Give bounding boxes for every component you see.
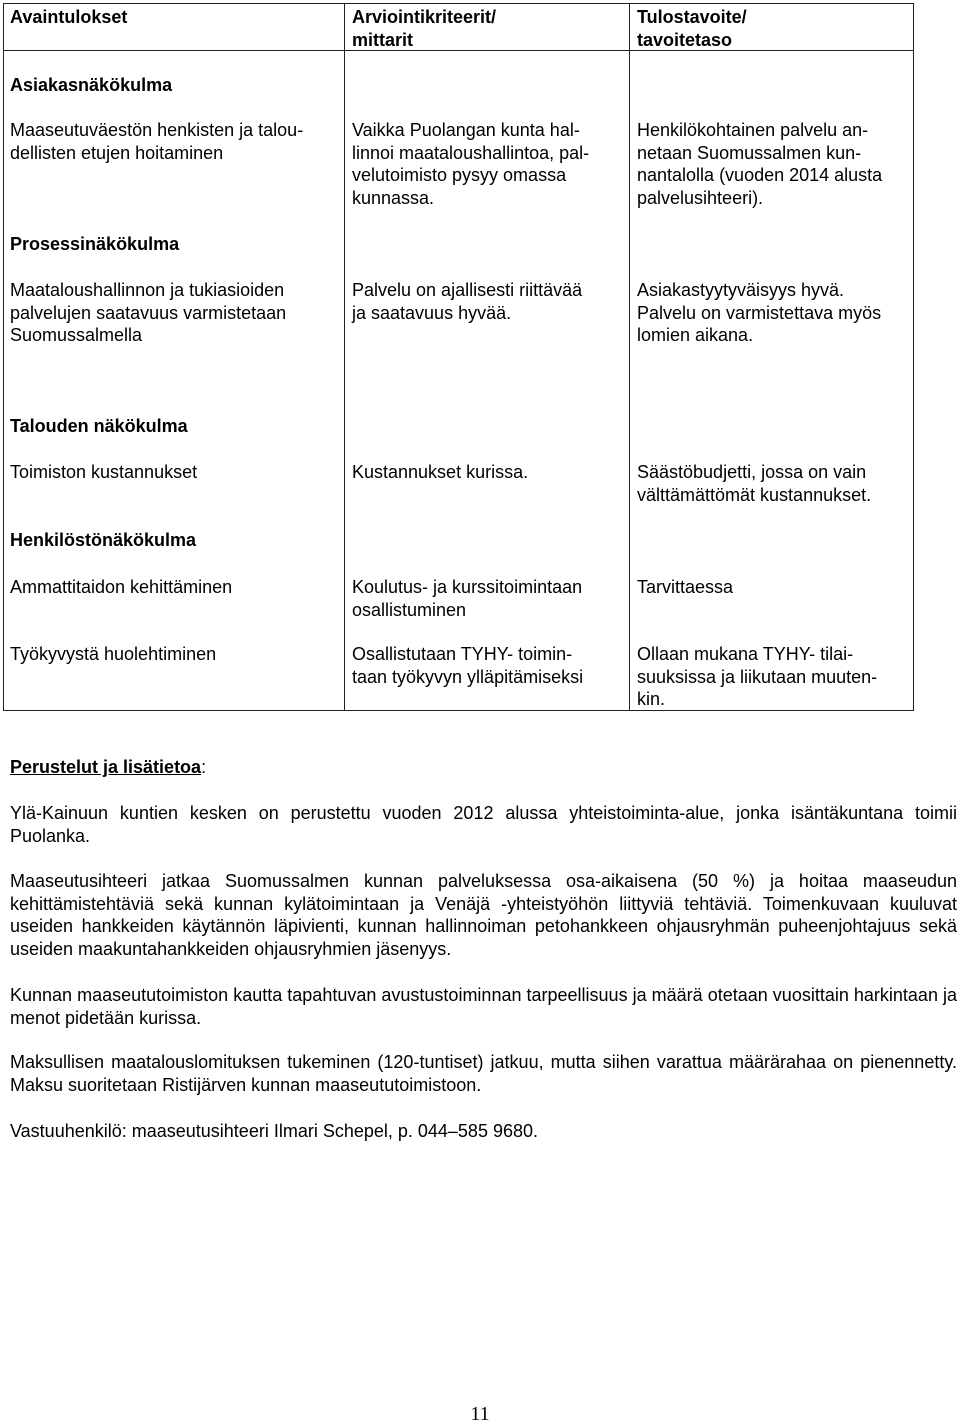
column-divider <box>344 4 345 710</box>
table-cell: Maaseutuväestön henkisten ja talou- dellisten etujen hoitaminen <box>10 120 304 163</box>
header-avaintulokset: Avaintulokset <box>10 7 128 27</box>
section-title: Prosessinäkökulma <box>10 234 180 254</box>
header-arviointikriteerit: Arviointikriteerit/ mittarit <box>352 7 497 50</box>
table-cell: Tarvittaessa <box>637 577 734 597</box>
table-cell: Osallistutaan TYHY- toimin- taan työkyvyn ylläpitämiseksi <box>352 644 584 687</box>
goals-table <box>3 3 914 711</box>
column-divider <box>629 4 630 710</box>
notes-paragraph: Maaseutusihteeri jatkaa Suomussalmen kunnan palveluksessa osa-aikaisena (50 %) ja hoitaa maaseudun kehittämistehtäviä sekä kunnan kylätoimintaan ja Venäjä -yhteistyöhön liittyviä tehtäviä. Toimenkuvaan kuuluvat useiden hankkeiden käytännön läpivienti, kunnan hallinnoiman petohankkeen ohjausryhmän puheenjohtajuus sekä useiden maakuntahankkeiden ohjausryhmien jäsenyys. <box>10 871 957 959</box>
table-cell: Koulutus- ja kurssitoimintaan osallistuminen <box>352 577 583 620</box>
table-cell: Henkilökohtainen palvelu an- netaan Suomussalmen kun- nantalolla (vuoden 2014 alusta palvelusihteeri). <box>637 120 883 208</box>
table-cell: Säästöbudjetti, jossa on vain välttämättömät kustannukset. <box>637 462 872 505</box>
table-cell: Palvelu on ajallisesti riittävää ja saatavuus hyvää. <box>352 280 583 323</box>
table-cell: Työkyvystä huolehtiminen <box>10 644 217 664</box>
notes-paragraph: Ylä-Kainuun kuntien kesken on perustettu vuoden 2012 alussa yhteistoiminta-alue, jonka isäntäkuntana toimii Puolanka. <box>10 803 957 846</box>
table-cell: Asiakastyytyväisyys hyvä. Palvelu on varmistettava myös lomien aikana. <box>637 280 882 345</box>
section-title: Asiakasnäkökulma <box>10 75 173 95</box>
table-cell: Ollaan mukana TYHY- tilai- suuksissa ja liikutaan muuten- kin. <box>637 644 878 709</box>
notes-heading <box>10 756 206 779</box>
section-title: Talouden näkökulma <box>10 416 188 436</box>
notes-paragraph: Kunnan maaseututoimiston kautta tapahtuvan avustustoiminnan tarpeellisuus ja määrä otetaan vuosittain harkintaan ja menot pidetään kurissa. <box>10 985 957 1028</box>
table-cell: Toimiston kustannukset <box>10 462 198 482</box>
notes-heading-text: Perustelut ja lisätietoa <box>10 757 202 777</box>
table-cell: Kustannukset kurissa. <box>352 462 529 482</box>
page-number: 11 <box>470 1403 490 1425</box>
table-cell: Ammattitaidon kehittäminen <box>10 577 233 597</box>
table-cell: Maataloushallinnon ja tukiasioiden palvelujen saatavuus varmistetaan Suomussalmella <box>10 280 287 345</box>
notes-paragraph: Vastuuhenkilö: maaseutusihteeri Ilmari Schepel, p. 044–585 9680. <box>10 1121 539 1141</box>
header-tulostavoite: Tulostavoite/ tavoitetaso <box>637 7 747 50</box>
section-title: Henkilöstönäkökulma <box>10 530 197 550</box>
notes-heading-colon: : <box>201 757 207 777</box>
notes-paragraph: Maksullisen maatalouslomituksen tukeminen (120-tuntiset) jatkuu, mutta siihen varattua määrärahaa on pienennetty. Maksu suoritetaan Ristijärven kunnan maaseututoimistoon. <box>10 1052 957 1095</box>
table-cell: Vaikka Puolangan kunta hal- linnoi maataloushallintoa, pal- velutoimisto pysyy omassa kunnassa. <box>352 120 590 208</box>
